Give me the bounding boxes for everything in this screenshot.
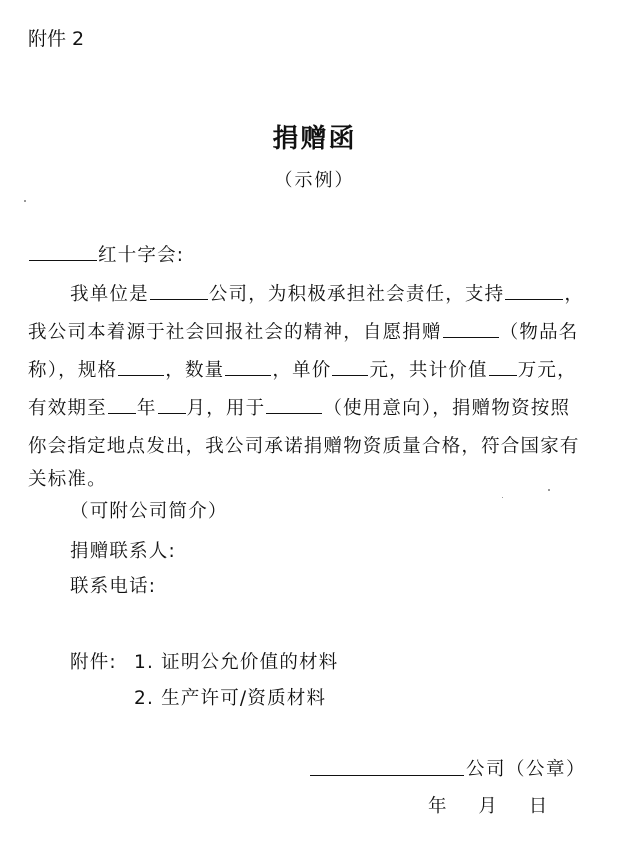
salutation-text: 红十字会: bbox=[98, 245, 185, 266]
attachment-item-1: 1. 证明公允价值的材料 bbox=[134, 652, 339, 673]
unit-price-blank bbox=[332, 374, 368, 376]
usage-blank bbox=[266, 412, 322, 414]
body-line-2 bbox=[28, 318, 579, 344]
contact-person-label: 捐赠联系人: bbox=[70, 541, 176, 562]
body-text: ，数量 bbox=[165, 360, 225, 381]
spec-blank bbox=[118, 374, 164, 376]
body-text: 称），规格 bbox=[28, 360, 118, 381]
total-value-blank bbox=[489, 374, 517, 376]
body-text: ，单价 bbox=[272, 360, 332, 381]
body-line-4 bbox=[28, 394, 570, 420]
attachments-label: 附件: bbox=[70, 652, 117, 673]
body-text: ， bbox=[564, 284, 585, 305]
date-label: 年 月 日 bbox=[428, 796, 554, 817]
body-line-1 bbox=[70, 280, 584, 306]
body-line-3 bbox=[28, 356, 577, 382]
company-name-signature-line bbox=[310, 775, 464, 776]
body-text: 万元， bbox=[517, 360, 577, 381]
company-intro-note: （可附公司简介） bbox=[70, 501, 228, 522]
attachment-item-2: 2. 生产许可/资质材料 bbox=[134, 688, 327, 709]
body-text: 我公司本着源于社会回报社会的精神，自愿捐赠 bbox=[28, 322, 442, 343]
recipient-blank bbox=[29, 259, 97, 261]
expiry-year-blank bbox=[108, 412, 136, 414]
body-text: 元，共计价值 bbox=[369, 360, 488, 381]
scan-speck bbox=[502, 497, 503, 498]
body-text: 我单位是 bbox=[70, 284, 149, 305]
body-text: 公司，为积极承担社会责任，支持 bbox=[208, 284, 505, 305]
scan-speck bbox=[24, 200, 26, 202]
contact-phone-label: 联系电话: bbox=[70, 576, 157, 597]
body-text: （物品名 bbox=[499, 322, 579, 343]
expiry-month-blank bbox=[158, 412, 186, 414]
body-text: （使用意向），捐赠物资按照 bbox=[323, 398, 571, 419]
company-seal-label: 公司（公章） bbox=[466, 759, 587, 780]
item-name-blank bbox=[443, 336, 499, 338]
support-blank bbox=[505, 298, 563, 300]
document-subtitle: （示例） bbox=[274, 170, 355, 191]
body-text: 月，用于 bbox=[186, 398, 266, 419]
salutation bbox=[28, 241, 184, 267]
attachment-number: 附件 2 bbox=[28, 28, 85, 50]
document-title: 捐赠函 bbox=[272, 124, 357, 154]
scan-speck bbox=[548, 489, 550, 491]
body-line-5: 你会指定地点发出，我公司承诺捐赠物资质量合格，符合国家有 bbox=[28, 436, 580, 457]
body-text: 年 bbox=[136, 398, 157, 419]
company-name-blank bbox=[150, 298, 208, 300]
quantity-blank bbox=[225, 374, 271, 376]
body-text: 有效期至 bbox=[28, 398, 107, 419]
body-line-6: 关标准。 bbox=[28, 469, 107, 490]
